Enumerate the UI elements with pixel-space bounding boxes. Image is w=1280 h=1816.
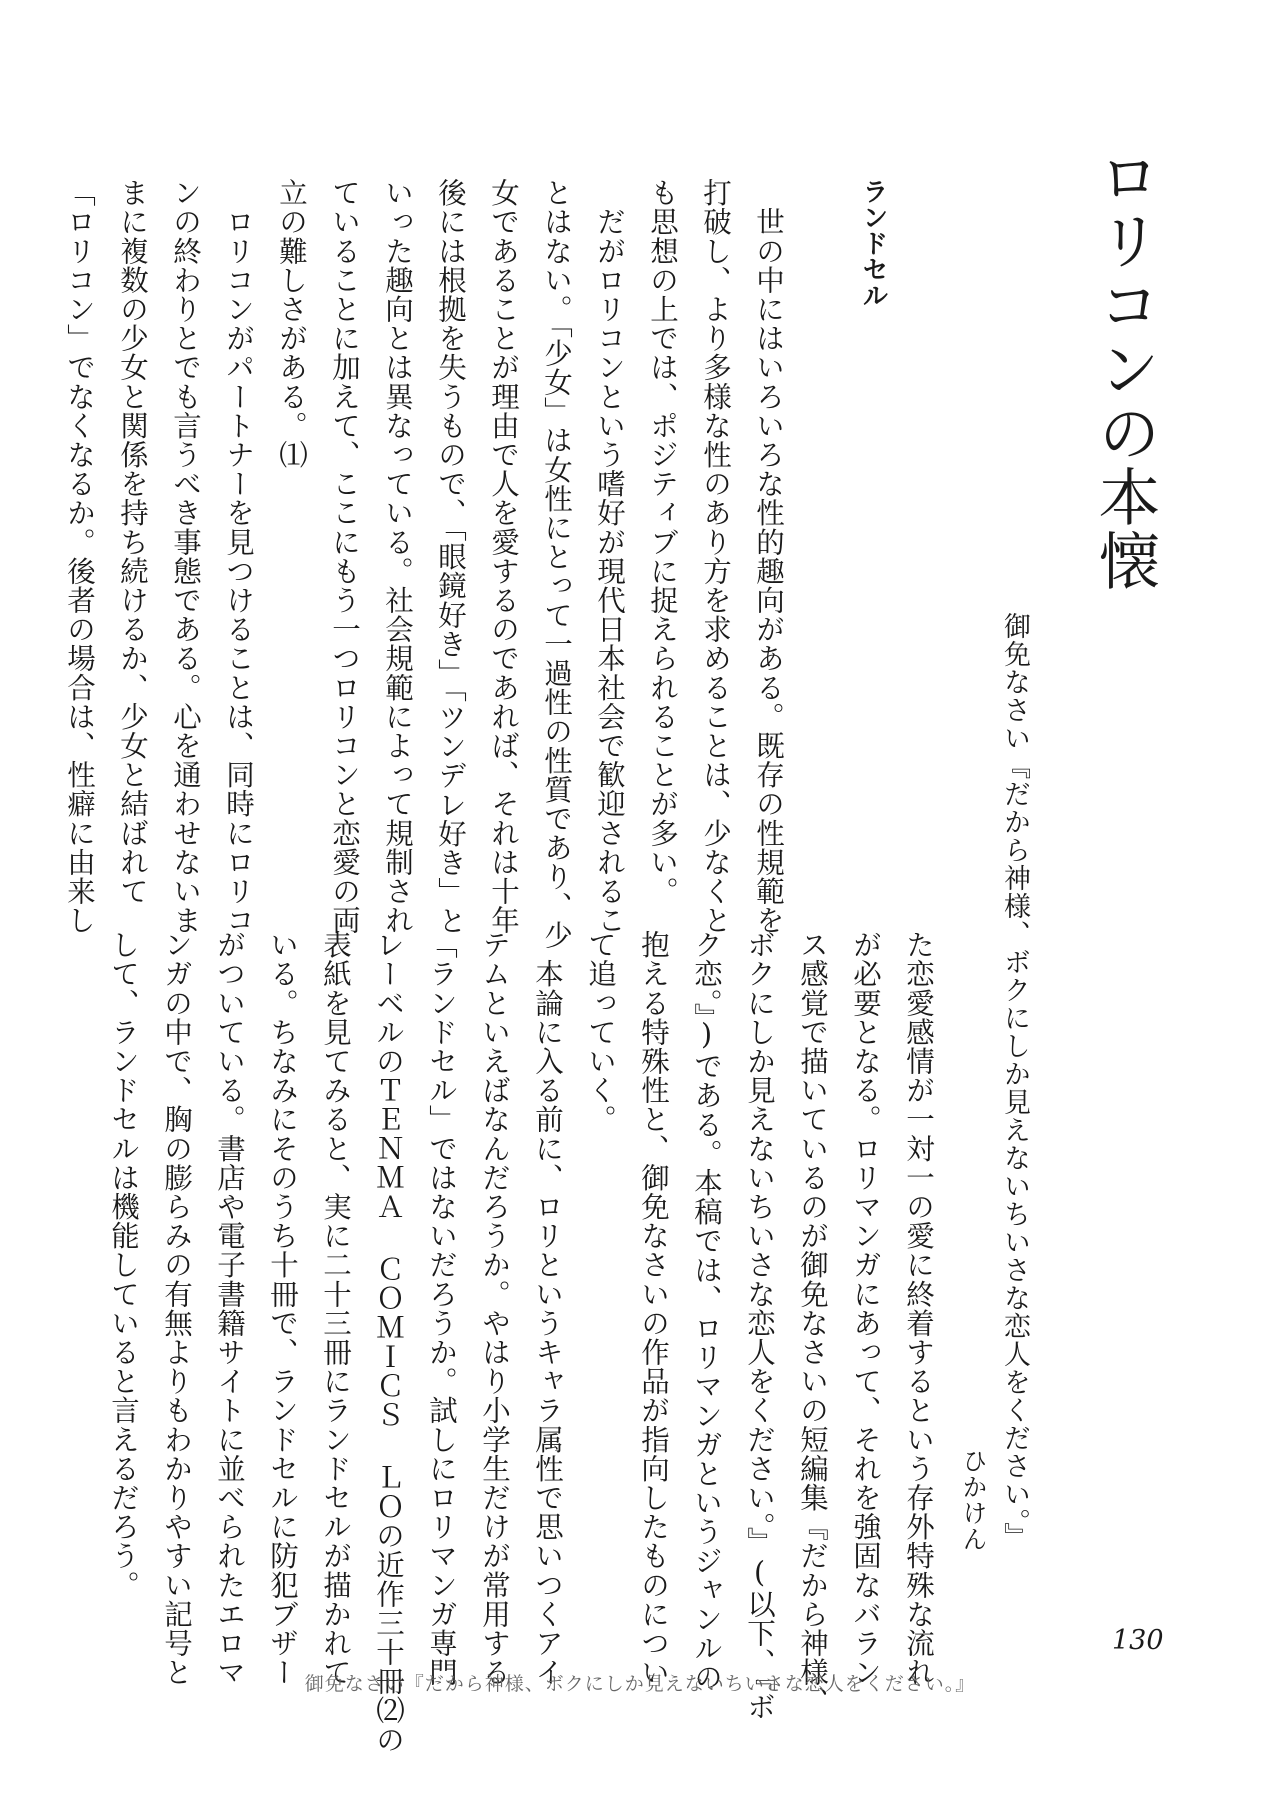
- text-column: 本論に入る前に、ロリというキャラ属性で思いつくアイ: [531, 930, 564, 1687]
- text-column: た恋愛感情が一対一の愛に終着するという存外特殊な流れ: [902, 930, 935, 1687]
- article-title: ロリコンの本懐: [1088, 145, 1161, 593]
- text-column: 立の難しさがある。⑴: [275, 178, 308, 469]
- text-column: 後には根拠を失うもので、「眼鏡好き」「ツンデレ好き」と: [434, 178, 467, 936]
- text-column: ンの終わりとでも言うべき事態である。心を通わせないま: [169, 178, 202, 935]
- text-column: 抱える特殊性と、御免なさいの作品が指向したものについ: [637, 930, 670, 1687]
- text-column: いった趣向とは異なっている。社会規範によって規制され: [381, 178, 414, 935]
- text-column: も思想の上では、ポジティブに捉えられることが多い。: [646, 178, 679, 906]
- text-column: だがロリコンという嗜好が現代日本社会で歓迎されるこ: [593, 178, 626, 935]
- text-column: ロリコンがパートナーを見つけることは、同時にロリコ: [222, 178, 255, 935]
- text-column: が必要となる。ロリマンガにあって、それを強固なバラン: [849, 930, 882, 1687]
- text-column: ク恋。』)である。本稿では、ロリマンガというジャンルの: [690, 930, 723, 1692]
- footer-caption: 御免なさい『だから神様、ボクにしか見えないちいさな恋人をください。』: [304, 1673, 976, 1695]
- author-name: ひかけん: [959, 1448, 988, 1552]
- text-column: ンガの中で、胸の膨らみの有無よりもわかりやすい記号と: [160, 930, 193, 1687]
- text-column: 「ランドセル」ではないだろうか。試しにロリマンガ専門: [425, 930, 458, 1687]
- text-column: して、ランドセルは機能していると言えるだろう。: [107, 930, 140, 1600]
- body-text-upper: [53, 178, 795, 950]
- text-column: レーベルのＴＥＮＭＡ ＣＯＭＩＣＳ ＬＯの近作三十冊⑵の: [372, 930, 405, 1754]
- text-column: 表紙を見てみると、実に二十三冊にランドセルが描かれて: [319, 930, 352, 1687]
- text-column: ス感覚で描いているのが御免なさいの短編集『だから神様、: [796, 930, 829, 1716]
- text-column: がついている。書店や電子書籍サイトに並べられたエロマ: [213, 930, 246, 1687]
- text-column: 打破し、より多様な性のあり方を求めることは、少なくと: [699, 178, 732, 935]
- text-column: ボクにしか見えないちいさな恋人をください。』(以下、『ボ: [743, 930, 776, 1721]
- text-column: 「ロリコン」でなくなるか。後者の場合は、性癖に由来し: [63, 178, 96, 935]
- text-column: まに複数の少女と関係を持ち続けるか、少女と結ばれて: [116, 178, 149, 906]
- text-column: 世の中にはいろいろな性的趣向がある。既存の性規範を: [752, 178, 785, 935]
- text-column: ていることに加えて、ここにもう一つロリコンと恋愛の両: [328, 178, 361, 935]
- article-subtitle: 御免なさい『だから神様、ボクにしか見えないちいさな恋人をください。』: [999, 612, 1030, 1551]
- text-column: とはない。「少女」は女性にとって一過性の性質であり、少: [540, 178, 573, 950]
- text-column: いる。ちなみにそのうち十冊で、ランドセルに防犯ブザー: [266, 930, 299, 1687]
- text-column: 女であることが理由で人を愛するのであれば、それは十年: [487, 178, 520, 935]
- section-heading: ランドセル: [858, 178, 888, 308]
- page-number: 130: [1112, 1625, 1164, 1656]
- text-column: て追っていく。: [584, 930, 617, 1134]
- text-column: テムといえばなんだろうか。やはり小学生だけが常用する: [478, 930, 511, 1687]
